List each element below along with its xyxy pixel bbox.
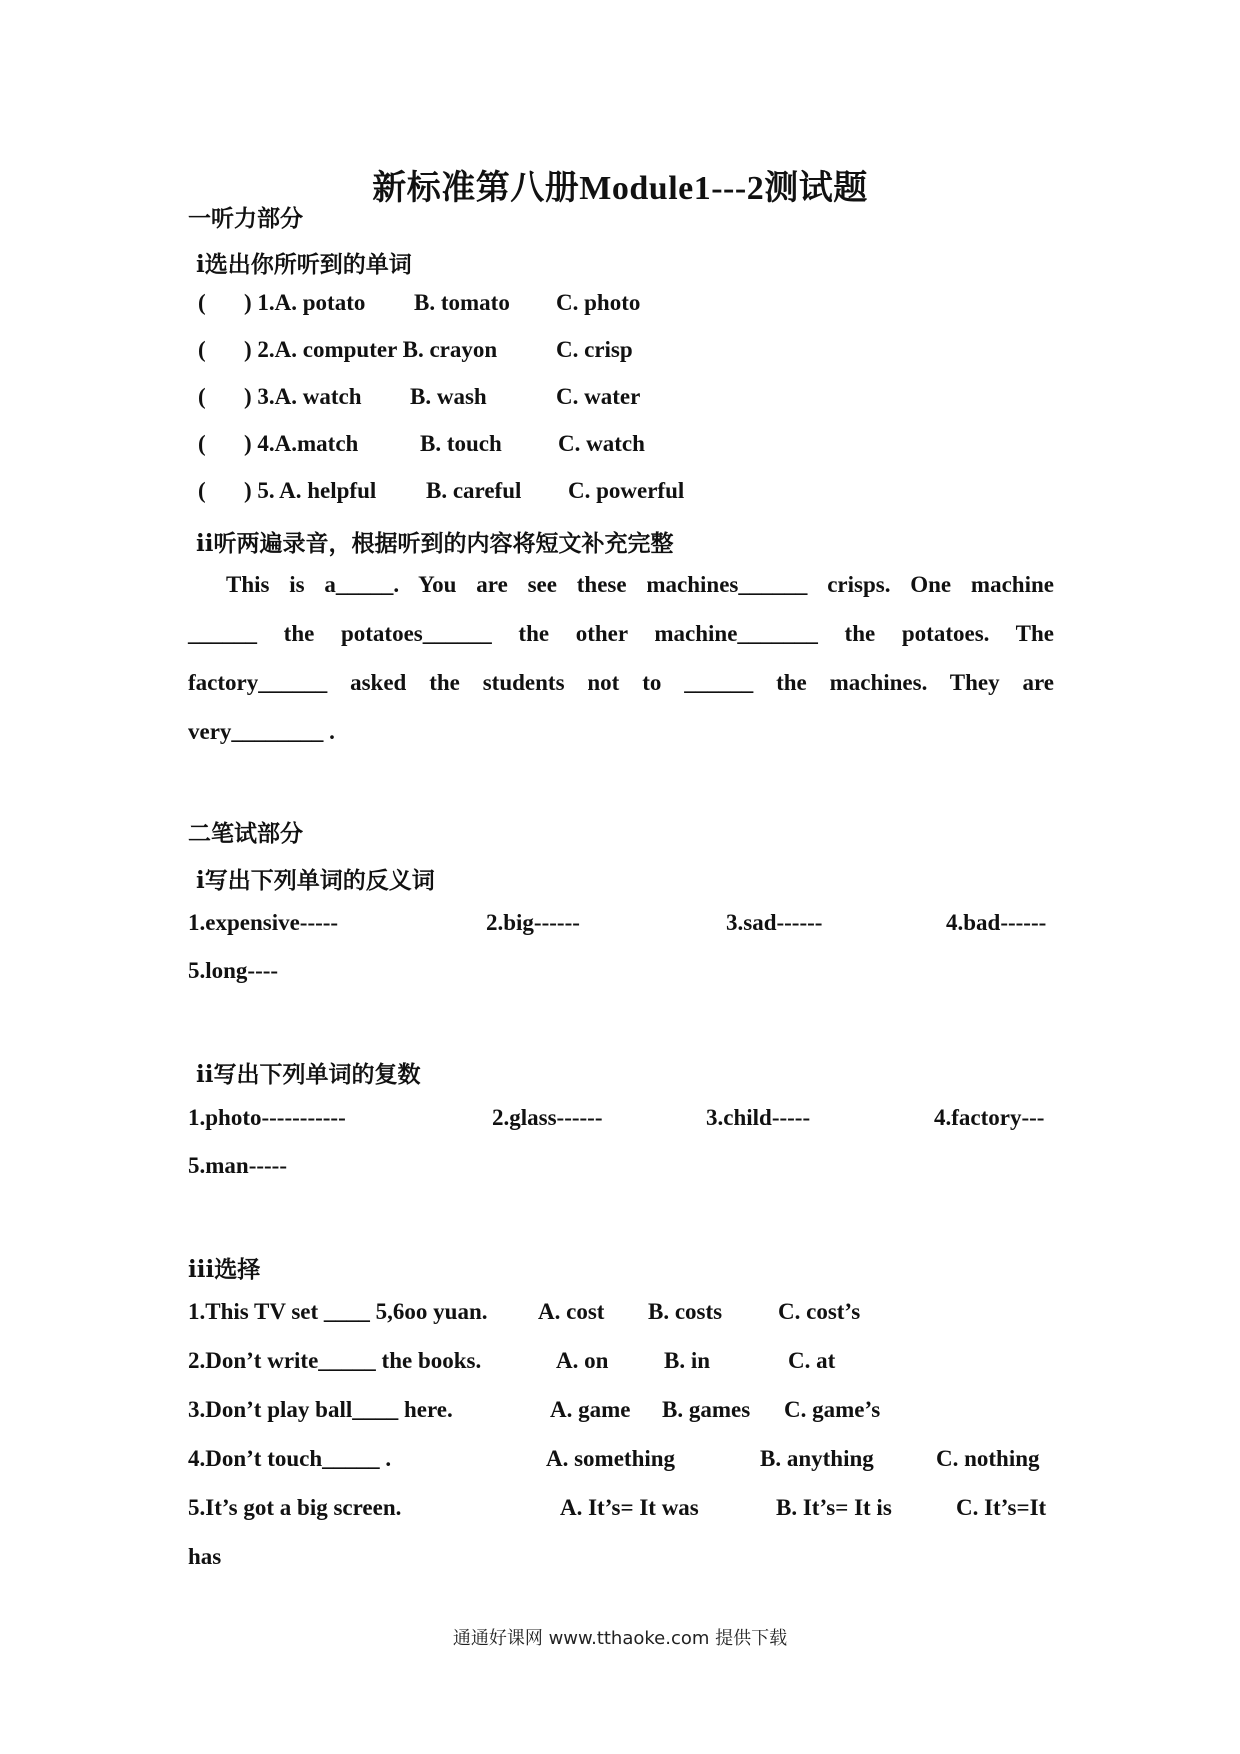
cloze-line: factory______ asked the students not to ______ the machines. They are bbox=[188, 670, 1054, 695]
question-option-a: ) 1.A. potato bbox=[244, 290, 366, 315]
choice-question: 1.This TV set ____ 5,6oo yuan. bbox=[188, 1299, 488, 1324]
answer-bracket[interactable]: ( bbox=[198, 290, 206, 315]
antonym-item: 5.long---- bbox=[188, 958, 279, 983]
answer-bracket[interactable]: ( bbox=[198, 478, 206, 503]
plurals-heading: ⅱ写出下列单词的复数 bbox=[196, 1062, 421, 1087]
plural-item: 4.factory--- bbox=[934, 1105, 1045, 1130]
antonyms-heading: ⅰ写出下列单词的反义词 bbox=[196, 868, 435, 893]
answer-bracket[interactable]: ( bbox=[198, 337, 206, 362]
question-option-b: B. tomato bbox=[414, 290, 510, 315]
question-option-b: B. careful bbox=[426, 478, 522, 503]
choice-option-c: C. game’s bbox=[784, 1397, 881, 1422]
antonym-item: 1.expensive----- bbox=[188, 910, 339, 935]
footer-credit: 通通好课网 www.tthaoke.com 提供下载 bbox=[452, 1628, 788, 1649]
question-option-c: C. photo bbox=[556, 290, 641, 315]
question-option-a: ) 4.A.match bbox=[244, 431, 359, 456]
cloze-line: ______ the potatoes______ the other machine_______ the potatoes. The bbox=[188, 621, 1054, 646]
answer-bracket[interactable]: ( bbox=[198, 431, 206, 456]
choice-overflow-text: has bbox=[188, 1544, 222, 1569]
choice-option-b: B. anything bbox=[760, 1446, 874, 1471]
choice-heading: ⅲ选择 bbox=[188, 1257, 261, 1282]
listening-part1-heading: ⅰ选出你所听到的单词 bbox=[196, 252, 412, 277]
choice-option-b: B. It’s= It is bbox=[776, 1495, 892, 1520]
question-option-c: C. powerful bbox=[568, 478, 685, 503]
question-option-b: B. touch bbox=[420, 431, 502, 456]
question-option-a: ) 3.A. watch bbox=[244, 384, 362, 409]
choice-option-c: C. at bbox=[788, 1348, 836, 1373]
plural-item: 5.man----- bbox=[188, 1153, 287, 1178]
cloze-line: This is a_____. You are see these machines______ crisps. One machine bbox=[226, 572, 1054, 597]
plural-item: 2.glass------ bbox=[492, 1105, 603, 1130]
choice-question: 3.Don’t play ball____ here. bbox=[188, 1397, 453, 1422]
choice-question: 2.Don’t write_____ the books. bbox=[188, 1348, 482, 1373]
listening-part2-heading: ⅱ听两遍录音，根据听到的内容将短文补充完整 bbox=[196, 531, 674, 556]
plural-item: 3.child----- bbox=[706, 1105, 811, 1130]
choice-question: 5.It’s got a big screen. bbox=[188, 1495, 402, 1520]
choice-option-b: B. costs bbox=[648, 1299, 723, 1324]
question-option-c: C. crisp bbox=[556, 337, 633, 362]
choice-option-a: A. It’s= It was bbox=[560, 1495, 699, 1520]
question-option-b: B. wash bbox=[410, 384, 487, 409]
antonym-item: 4.bad------ bbox=[946, 910, 1047, 935]
choice-option-a: A. on bbox=[556, 1348, 609, 1373]
choice-question: 4.Don’t touch_____ . bbox=[188, 1446, 392, 1471]
choice-option-c: C. nothing bbox=[936, 1446, 1040, 1471]
question-option-c: C. watch bbox=[558, 431, 645, 456]
question-option-c: C. water bbox=[556, 384, 641, 409]
answer-bracket[interactable]: ( bbox=[198, 384, 206, 409]
listening-heading: 一听力部分 bbox=[188, 206, 303, 231]
antonym-item: 3.sad------ bbox=[726, 910, 823, 935]
page-title: 新标准第八册Module1---2测试题 bbox=[372, 170, 868, 207]
plural-item: 1.photo----------- bbox=[188, 1105, 346, 1130]
writing-heading: 二笔试部分 bbox=[188, 821, 303, 846]
choice-option-a: A. something bbox=[546, 1446, 676, 1471]
question-option-a: ) 2.A. computer B. crayon bbox=[244, 337, 498, 362]
cloze-line: very________ . bbox=[188, 719, 335, 744]
choice-option-c: C. It’s=It bbox=[956, 1495, 1047, 1520]
antonym-item: 2.big------ bbox=[486, 910, 580, 935]
question-option-a: ) 5. A. helpful bbox=[244, 478, 377, 503]
choice-option-a: A. cost bbox=[538, 1299, 605, 1324]
choice-option-a: A. game bbox=[550, 1397, 631, 1422]
choice-option-b: B. in bbox=[664, 1348, 711, 1373]
choice-option-b: B. games bbox=[662, 1397, 751, 1422]
choice-option-c: C. cost’s bbox=[778, 1299, 861, 1324]
